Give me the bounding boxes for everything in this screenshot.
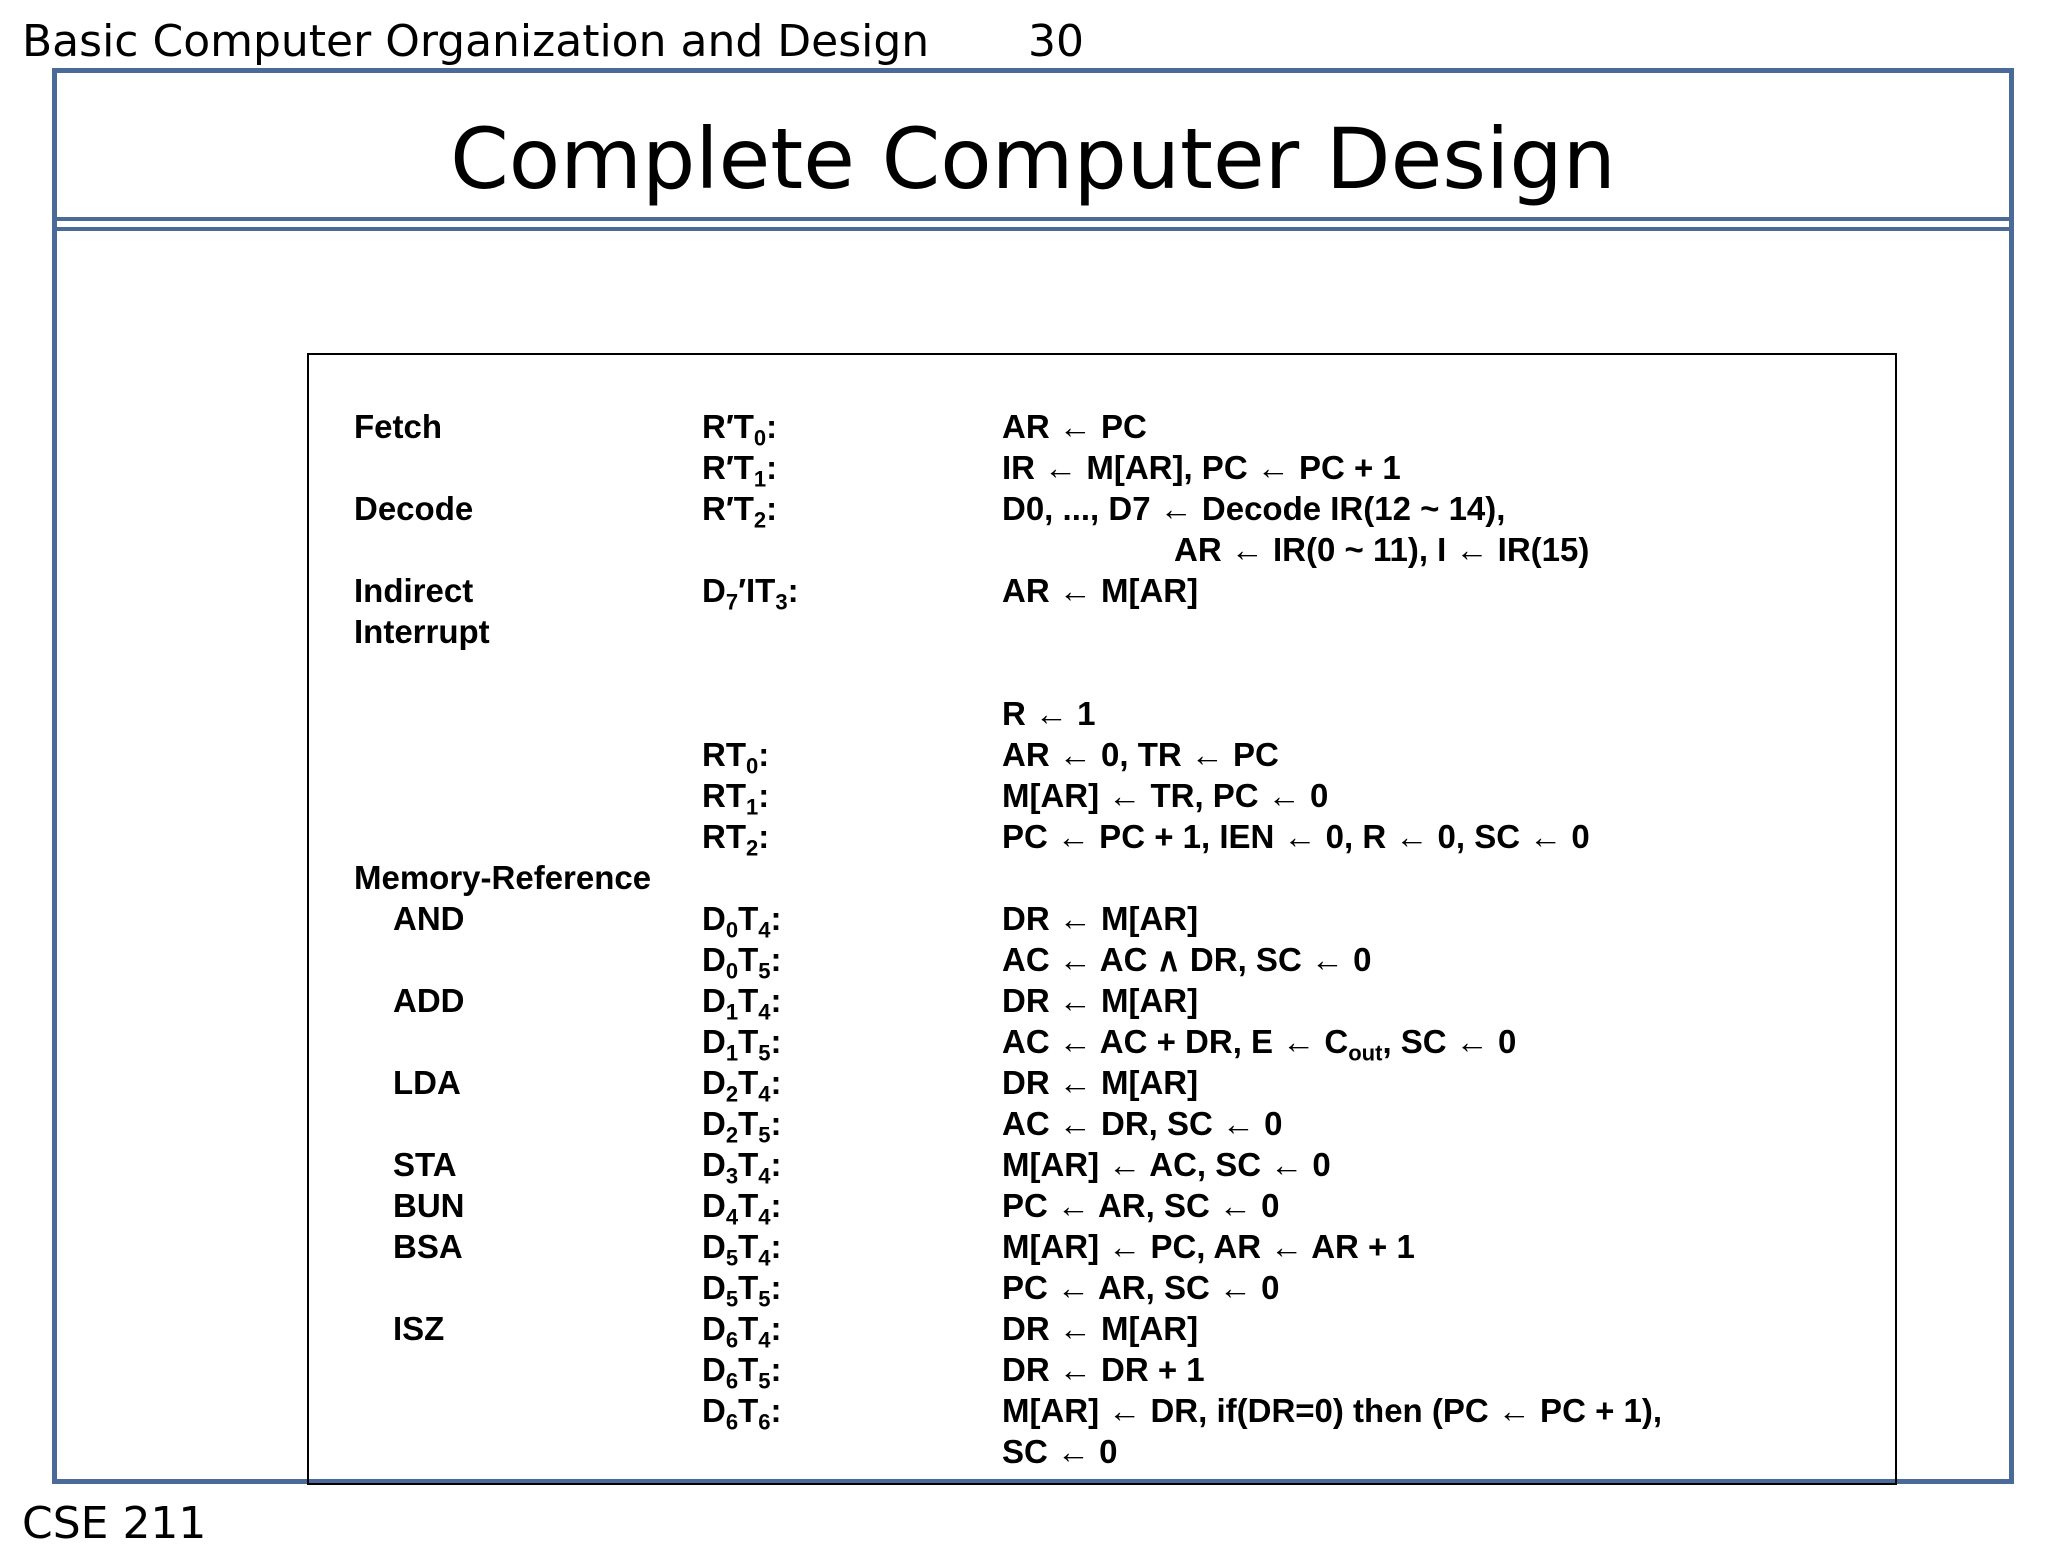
micro-operation: M[AR] ← TR, PC ← 0: [1002, 777, 1329, 814]
rtl-row: [309, 611, 1895, 652]
rtl-row: [309, 1390, 1895, 1435]
control-condition: $D_6T_4$:: [702, 1310, 782, 1353]
micro-operation: D0, ..., D7 ← Decode IR(12 ~ 14),: [1002, 490, 1506, 527]
control-condition: $D_5T_5$:: [702, 1269, 782, 1312]
micro-operation: M[AR] ← DR, if(DR=0) then (PC ← PC + 1),: [1002, 1392, 1663, 1429]
slide-frame: [52, 68, 2014, 1484]
micro-operation: DR ← DR + 1: [1002, 1351, 1205, 1388]
micro-operation: AC ← AC ∧ DR, SC ← 0: [1002, 941, 1372, 978]
rtl-row: [309, 857, 1895, 898]
page-number: 30: [1028, 16, 1084, 67]
instruction-label: BSA: [393, 1228, 463, 1265]
control-condition: $D_0T_4$:: [702, 900, 782, 943]
micro-operation: M[AR] ← AC, SC ← 0: [1002, 1146, 1331, 1183]
rtl-row: [309, 898, 1895, 943]
micro-operation: IR ← M[AR], PC ← PC + 1: [1002, 449, 1401, 486]
section-label: Indirect: [354, 572, 474, 609]
control-condition: $RT_2$:: [702, 818, 770, 861]
rtl-row: [309, 406, 1895, 451]
rtl-row: [309, 1185, 1895, 1230]
rtl-row: [309, 939, 1895, 984]
control-condition: $RT_1$:: [702, 777, 770, 820]
control-condition: $D_5T_4$:: [702, 1228, 782, 1271]
control-condition: $R'T_0$:: [702, 408, 778, 451]
micro-operation: R ← 1: [1002, 695, 1096, 732]
instruction-label: STA: [393, 1146, 457, 1183]
control-condition: $D_0T_5$:: [702, 941, 782, 984]
micro-operation: AC ← AC + DR, E ← $C_{out}$, SC ← 0: [1002, 1023, 1517, 1066]
rtl-row: [309, 1144, 1895, 1189]
course-code: CSE 211: [22, 1498, 207, 1549]
rtl-row: [309, 1267, 1895, 1312]
section-label: Fetch: [354, 408, 443, 445]
rtl-row: [309, 1103, 1895, 1148]
rtl-row: [309, 1349, 1895, 1394]
micro-operation: DR ← M[AR]: [1002, 1064, 1199, 1101]
control-condition: $D_2T_5$:: [702, 1105, 782, 1148]
section-label: Interrupt: [354, 613, 490, 650]
micro-operation: AR ← IR(0 ~ 11), I ← IR(15): [1174, 531, 1590, 568]
section-label: Memory-Reference: [354, 859, 652, 896]
micro-operation: PC ← AR, SC ← 0: [1002, 1269, 1280, 1306]
micro-operation: AR ← 0, TR ← PC: [1002, 736, 1279, 773]
control-condition: $D_4T_4$:: [702, 1187, 782, 1230]
rtl-row: [309, 1226, 1895, 1271]
instruction-label: AND: [393, 900, 465, 937]
slide-title: Complete Computer Design: [450, 110, 1616, 208]
rtl-row: [309, 693, 1895, 734]
micro-operation: PC ← PC + 1, IEN ← 0, R ← 0, SC ← 0: [1002, 818, 1590, 855]
micro-operation: AR ← M[AR]: [1002, 572, 1199, 609]
control-condition: $D_6T_6$:: [702, 1392, 782, 1435]
rtl-row: [309, 570, 1895, 615]
rtl-row: [309, 488, 1895, 533]
micro-operation: DR ← M[AR]: [1002, 982, 1199, 1019]
control-condition: $D_1T_5$:: [702, 1023, 782, 1066]
control-condition: $D_6T_5$:: [702, 1351, 782, 1394]
rtl-row: [309, 1308, 1895, 1353]
rtl-row: [309, 1021, 1895, 1066]
control-condition: $D_1T_4$:: [702, 982, 782, 1025]
micro-operation: DR ← M[AR]: [1002, 900, 1199, 937]
micro-operation: AR ← PC: [1002, 408, 1147, 445]
rtl-row: [309, 734, 1895, 779]
instruction-label: ADD: [393, 982, 465, 1019]
control-condition: $R'T_2$:: [702, 490, 778, 533]
micro-operation: M[AR] ← PC, AR ← AR + 1: [1002, 1228, 1415, 1265]
control-condition: $D_2T_4$:: [702, 1064, 782, 1107]
section-label: Decode: [354, 490, 474, 527]
micro-operation: SC ← 0: [1002, 1433, 1118, 1470]
instruction-label: ISZ: [393, 1310, 445, 1347]
instruction-label: LDA: [393, 1064, 461, 1101]
rtl-row: [309, 1431, 1895, 1472]
rtl-row: [309, 816, 1895, 861]
course-title: Basic Computer Organization and Design: [22, 16, 930, 67]
title-bar: [57, 73, 2009, 223]
rtl-row: [309, 1062, 1895, 1107]
instruction-label: BUN: [393, 1187, 465, 1224]
rtl-row: [309, 529, 1895, 570]
rtl-row: [309, 980, 1895, 1025]
rtl-row: [309, 775, 1895, 820]
rtl-table: [307, 353, 1897, 1485]
micro-operation: DR ← M[AR]: [1002, 1310, 1199, 1347]
control-condition: $RT_0$:: [702, 736, 770, 779]
control-condition: $D_3T_4$:: [702, 1146, 782, 1189]
micro-operation: PC ← AR, SC ← 0: [1002, 1187, 1280, 1224]
micro-operation: AC ← DR, SC ← 0: [1002, 1105, 1283, 1142]
control-condition: $R'T_1$:: [702, 449, 778, 492]
rtl-row: [309, 447, 1895, 492]
title-divider-top: [57, 217, 2009, 221]
control-condition: $D_7'IT_3$:: [702, 572, 799, 615]
title-divider-bottom: [57, 227, 2009, 231]
